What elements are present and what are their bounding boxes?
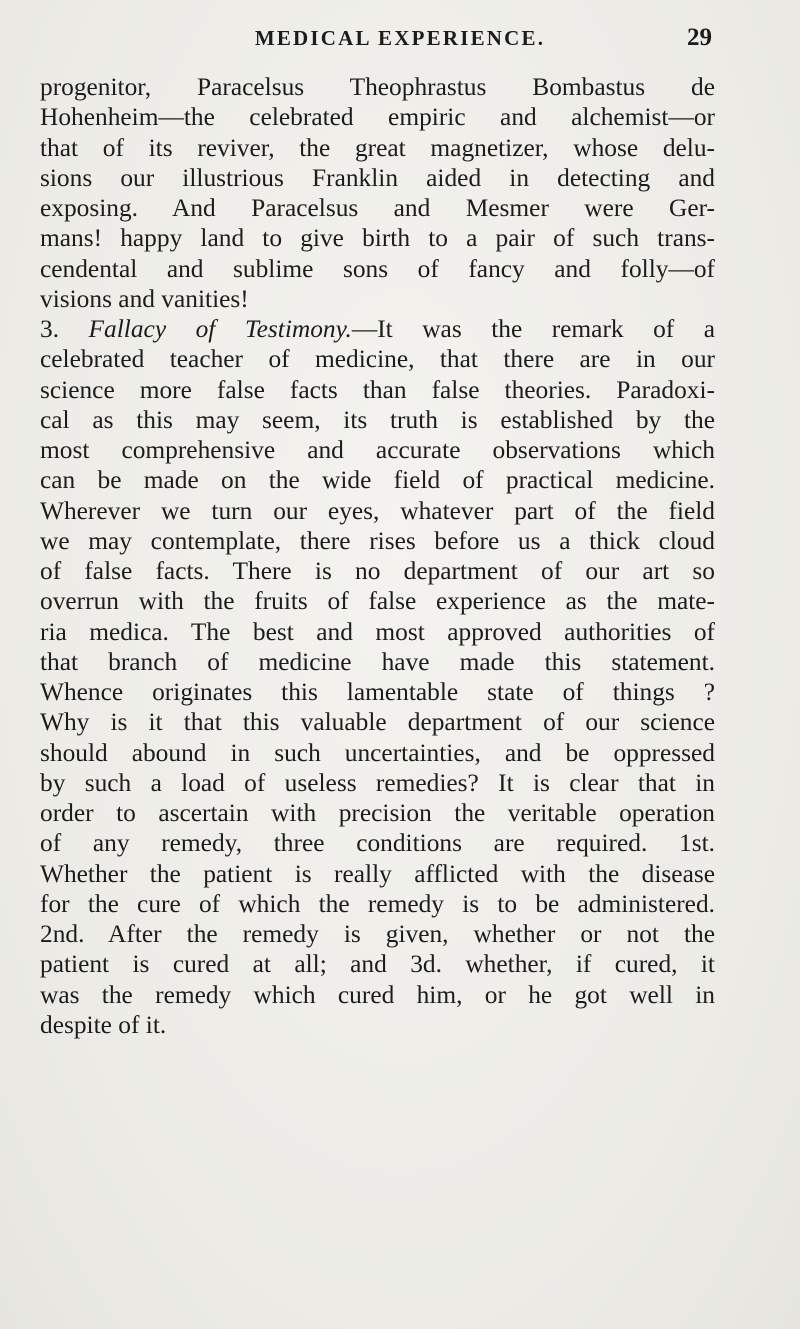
text-line: despite of it. — [40, 1010, 167, 1039]
section-heading-rest: —It was the remark of a — [351, 315, 715, 343]
page-number: 29 — [687, 24, 712, 51]
text-line: should abound in such uncertainties, and be oppressed — [40, 738, 715, 767]
text-line: overrun with the fruits of false experience as the mate- — [40, 587, 715, 616]
text-line: that branch of medicine have made this statement. — [40, 647, 715, 676]
text-line: Whether the patient is really afflicted with the disease — [40, 859, 715, 888]
text-line: most comprehensive and accurate observations which — [40, 436, 715, 464]
running-head — [0, 22, 800, 58]
text-line: by such a load of useless remedies? It is clear that in — [40, 768, 715, 797]
section-heading-line — [40, 314, 715, 344]
text-line: Hohenheim—the celebrated empiric and alchemist—or — [40, 103, 715, 132]
body-text — [40, 72, 715, 1040]
section-number: 3. — [40, 315, 60, 343]
text-line: progenitor, Paracelsus Theophrastus Bombastus de — [40, 73, 715, 101]
text-line: sions our illustrious Franklin aided in detecting and — [40, 163, 715, 192]
text-line: exposing. And Paracelsus and Mesmer were Ger- — [40, 194, 715, 222]
text-line: Whence originates this lamentable state of things ? — [40, 678, 715, 706]
text-line: for the cure of which the remedy is to be administered. — [40, 889, 715, 918]
text-line: celebrated teacher of medicine, that there are in our — [40, 345, 715, 374]
text-line: Wherever we turn our eyes, whatever part of the field — [40, 496, 715, 525]
text-line: that of its reviver, the great magnetizer, whose delu- — [40, 133, 715, 162]
text-line: 2nd. After the remedy is given, whether or not the — [40, 920, 715, 948]
section-heading: Fallacy of Testimony. — [88, 315, 352, 343]
text-line: cendental and sublime sons of fancy and folly—of — [40, 254, 715, 283]
text-line: of any remedy, three conditions are required. 1st. — [40, 829, 715, 858]
text-line: Why is it that this valuable department of our science — [40, 708, 715, 737]
text-line: order to ascertain with precision the veritable operation — [40, 799, 715, 827]
running-title: MEDICAL EXPERIENCE. — [254, 26, 546, 50]
text-line: was the remedy which cured him, or he got well in — [40, 980, 715, 1009]
text-line: mans! happy land to give birth to a pair of such trans- — [40, 224, 715, 253]
text-line: science more false facts than false theories. Paradoxi- — [40, 375, 715, 404]
text-line: patient is cured at all; and 3d. whether, if cured, it — [40, 950, 715, 979]
text-line: of false facts. There is no department of our art so — [40, 557, 715, 585]
text-line: cal as this may seem, its truth is established by the — [40, 405, 715, 434]
text-line: visions and vanities! — [40, 284, 249, 313]
text-line: can be made on the wide field of practical medicine. — [40, 466, 715, 495]
text-line: we may contemplate, there rises before us a thick cloud — [40, 526, 715, 555]
text-line: ria medica. The best and most approved authorities of — [40, 617, 715, 646]
